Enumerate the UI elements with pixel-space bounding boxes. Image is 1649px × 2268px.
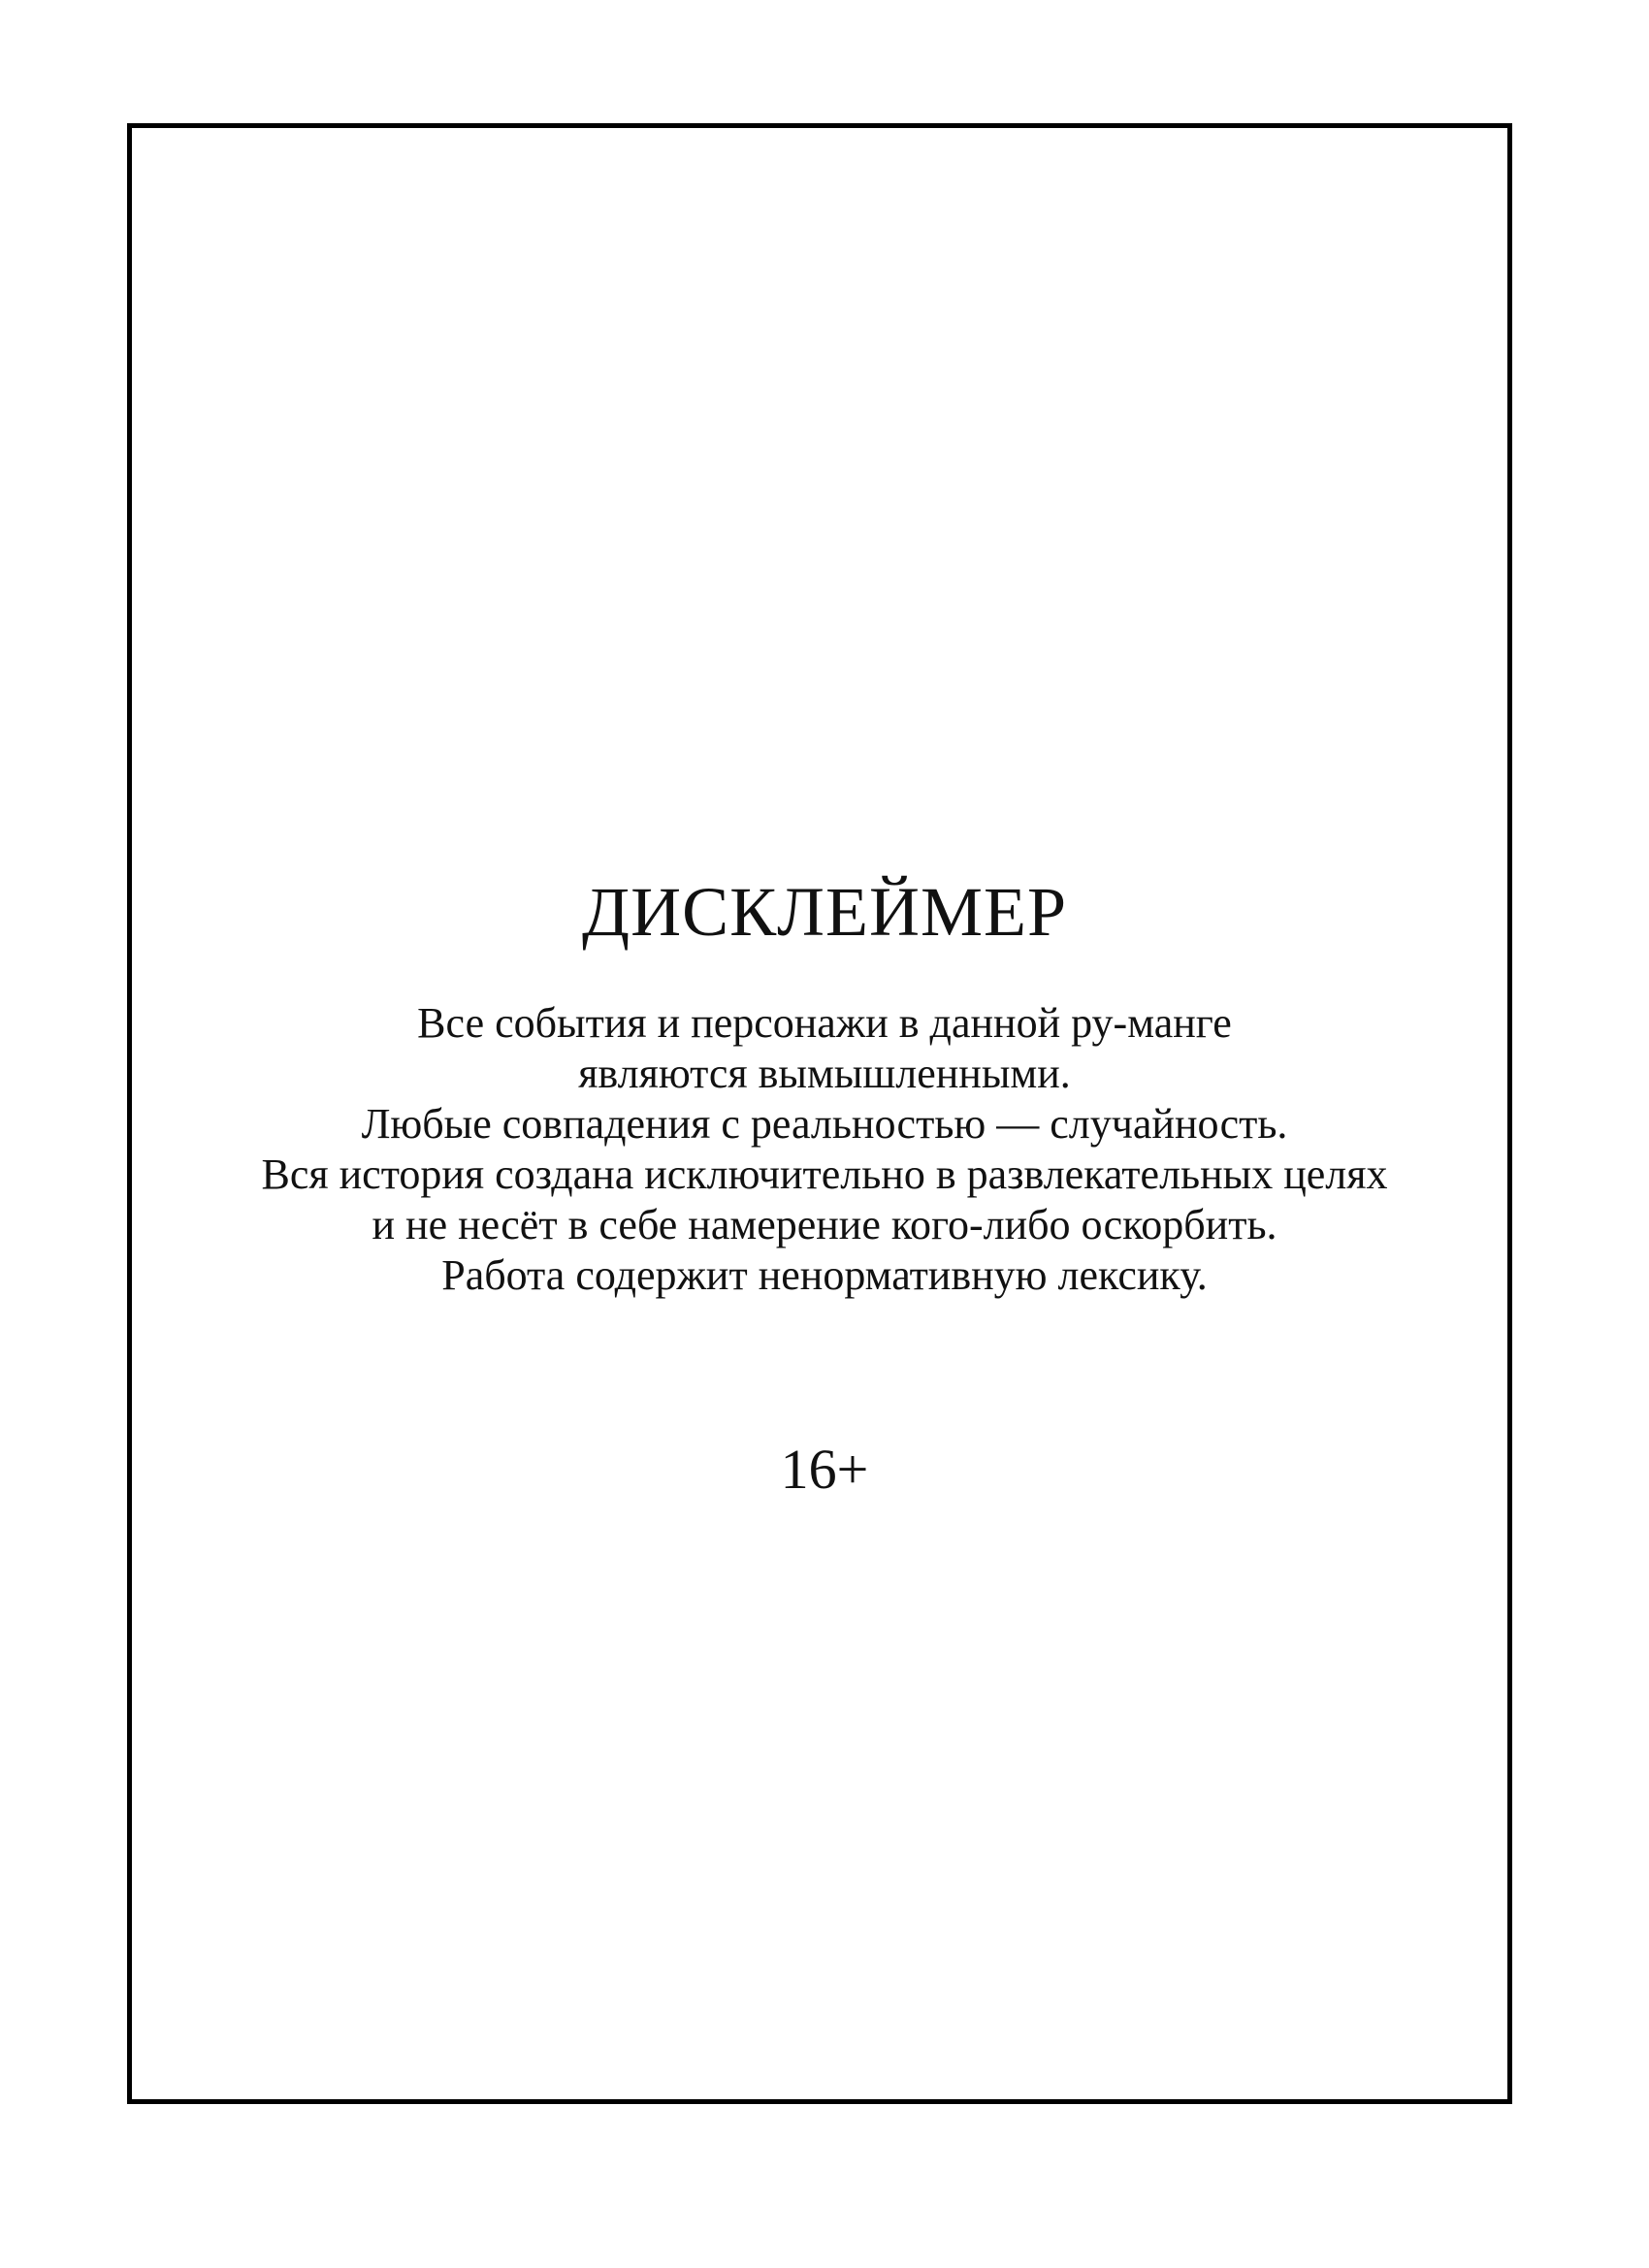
disclaimer-text [0,998,1649,1301]
disclaimer-title: ДИСКЛЕЙМЕР [581,873,1067,951]
age-rating: 16+ [780,1438,869,1501]
disclaimer-line: являются вымышленными. [578,1050,1071,1097]
disclaimer-line: Вся история создана исключительно в развлекательных целях [261,1150,1388,1198]
disclaimer-line: Любые совпадения с реальностью — случайность. [361,1100,1288,1148]
disclaimer-line: Работа содержит ненормативную лексику. [441,1251,1208,1299]
disclaimer-line: и не несёт в себе намерение кого-либо оскорбить. [372,1201,1277,1248]
disclaimer-line: Все события и персонажи в данной ру-манге [417,999,1232,1047]
